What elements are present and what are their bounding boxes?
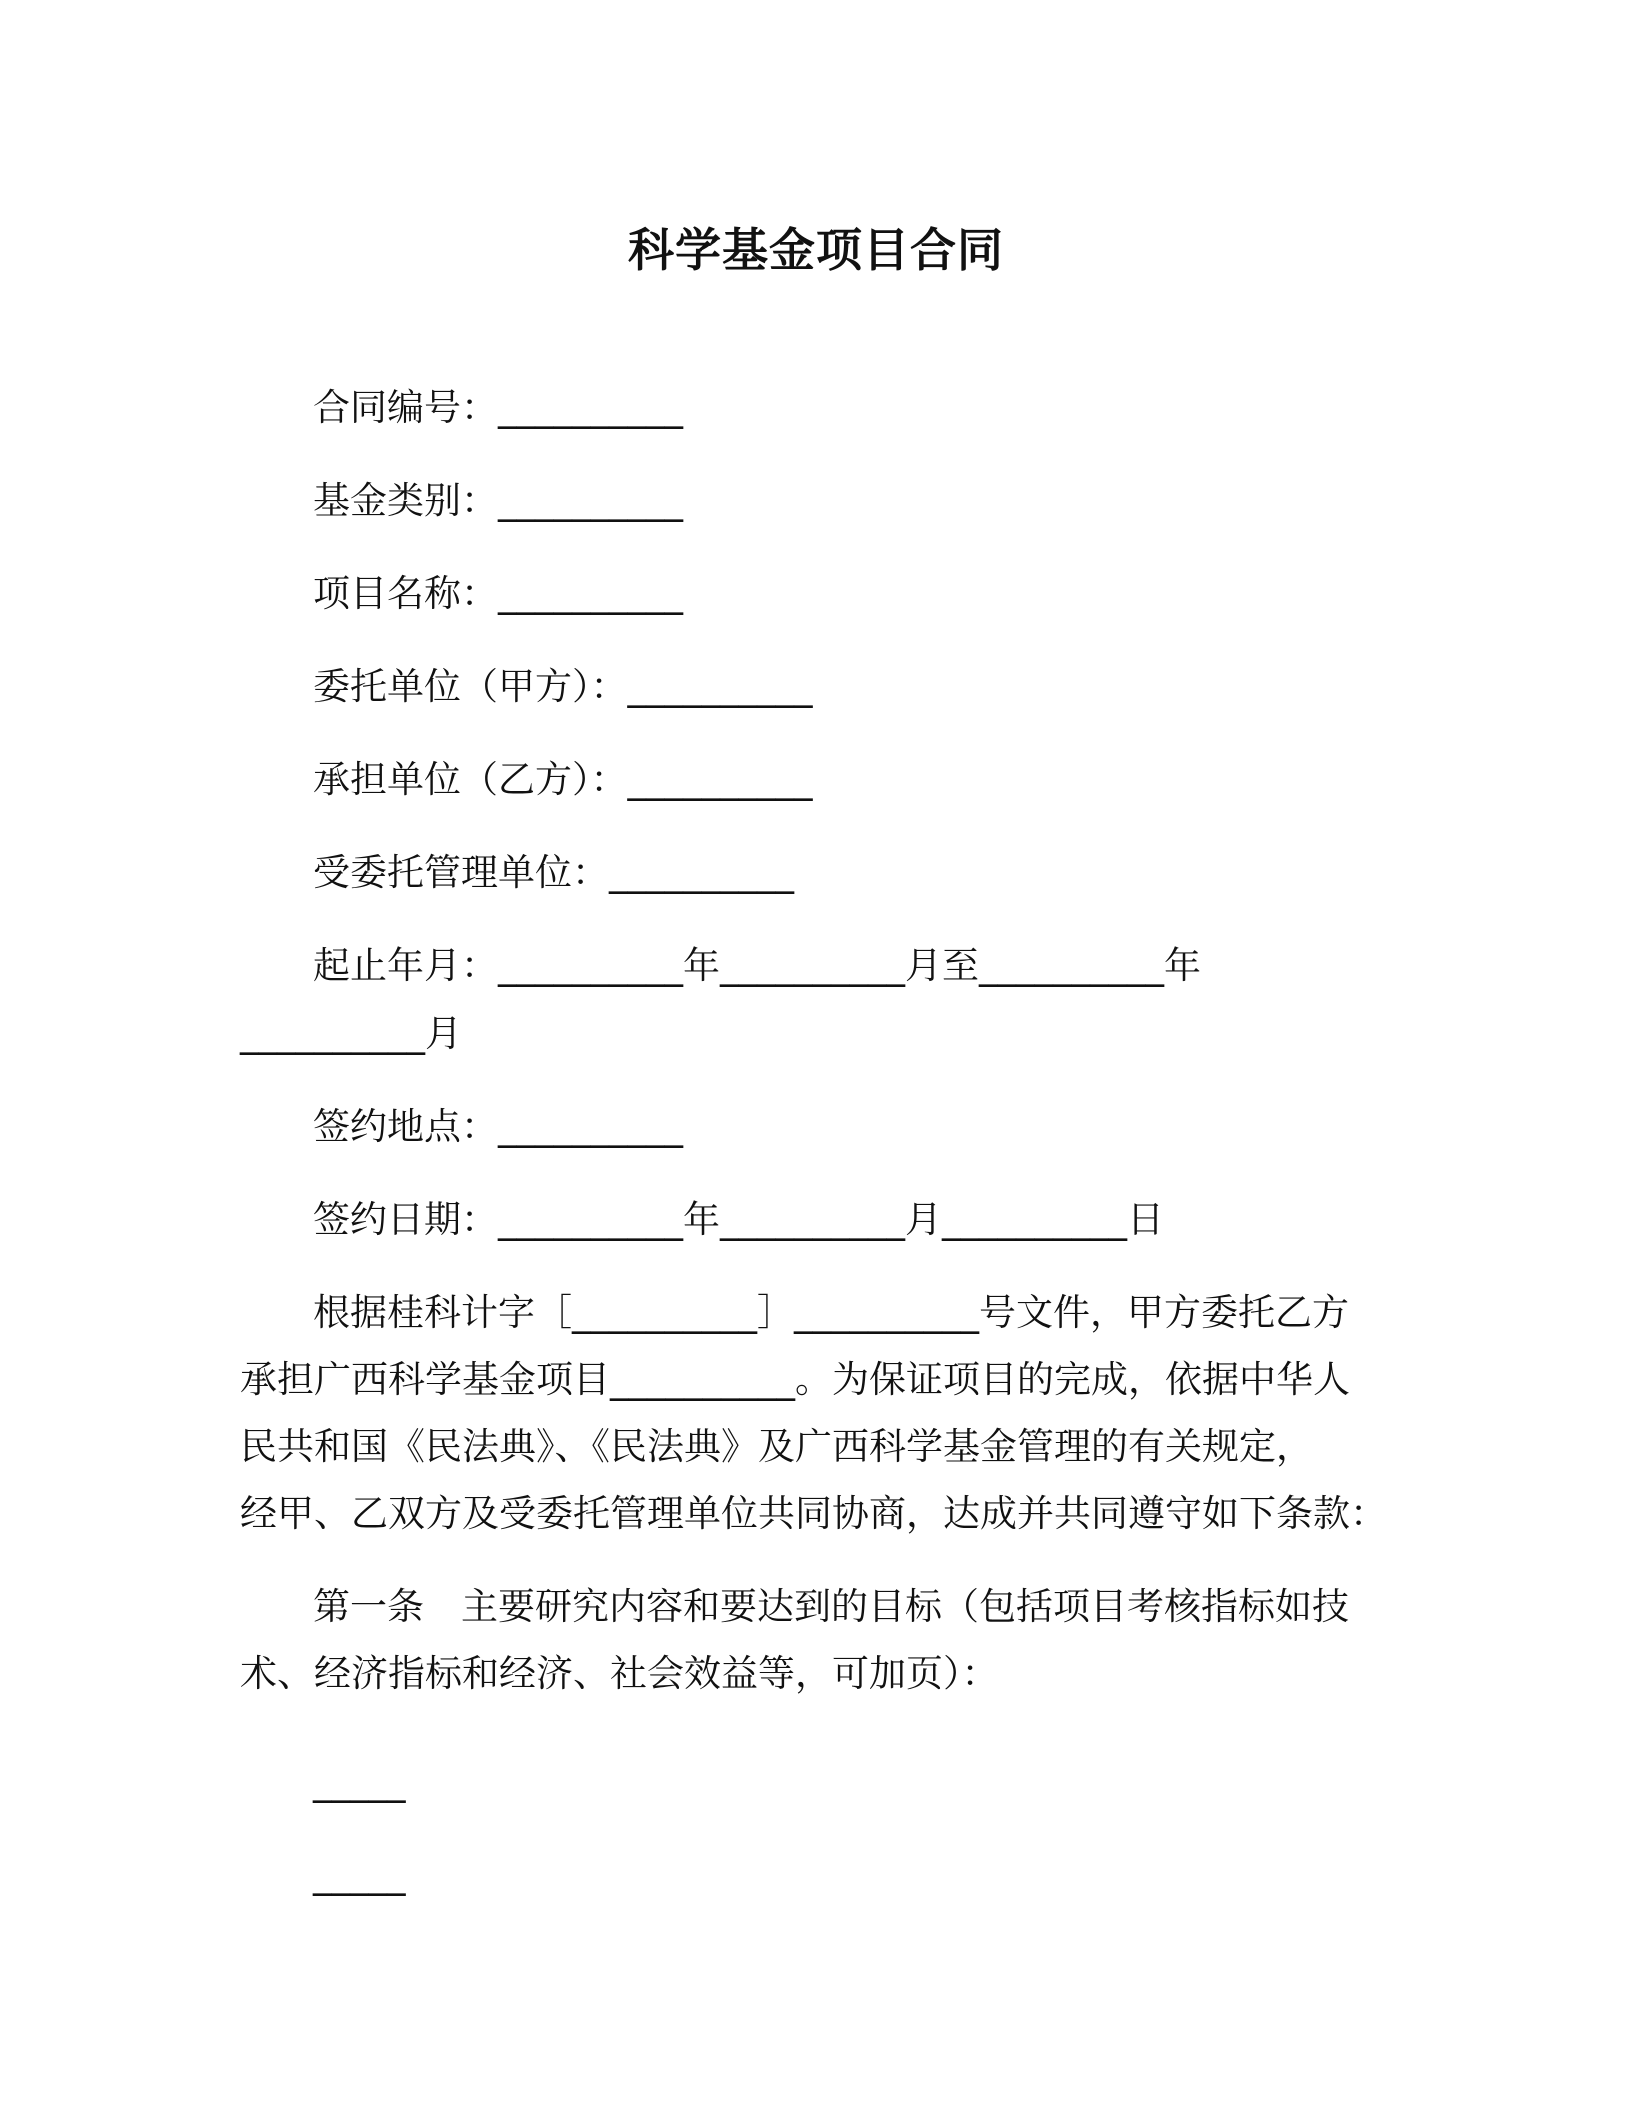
preamble-line: 经甲、乙双方及受委托管理单位共同协商，达成并共同遵守如下条款： — [240, 1492, 1387, 1535]
article-1-line: 第一条 主要研究内容和要达到的目标（包括项目考核指标如技 — [313, 1585, 1349, 1628]
field-signing-place: 签约地点：__________ — [313, 1105, 683, 1148]
field-period: 起止年月：__________年__________月至__________年 — [313, 944, 1201, 987]
field-signing-date: 签约日期：__________年__________月__________日 — [313, 1198, 1164, 1241]
field-party-a: 委托单位（甲方）：__________ — [313, 665, 813, 708]
field-period-continuation: __________月 — [240, 1012, 462, 1055]
preamble-line: 民共和国《民法典》、《民法典》及广西科学基金管理的有关规定， — [240, 1425, 1313, 1468]
field-entrusted-manager: 受委托管理单位：__________ — [313, 851, 794, 894]
article-1-line: 术、经济指标和经济、社会效益等，可加页）： — [240, 1652, 999, 1695]
preamble-line: 承担广西科学基金项目__________。为保证项目的完成，依据中华人 — [240, 1358, 1350, 1401]
document-title: 科学基金项目合同 — [628, 223, 1004, 277]
field-fund-category: 基金类别：__________ — [313, 479, 683, 522]
field-party-b: 承担单位（乙方）：__________ — [313, 758, 813, 801]
field-contract-number: 合同编号：__________ — [313, 386, 683, 429]
preamble-line: 根据桂科计字［__________］__________号文件，甲方委托乙方 — [313, 1291, 1349, 1334]
blank-line: _____ — [313, 1853, 406, 1896]
blank-line: _____ — [313, 1760, 406, 1803]
field-project-name: 项目名称：__________ — [313, 572, 683, 615]
